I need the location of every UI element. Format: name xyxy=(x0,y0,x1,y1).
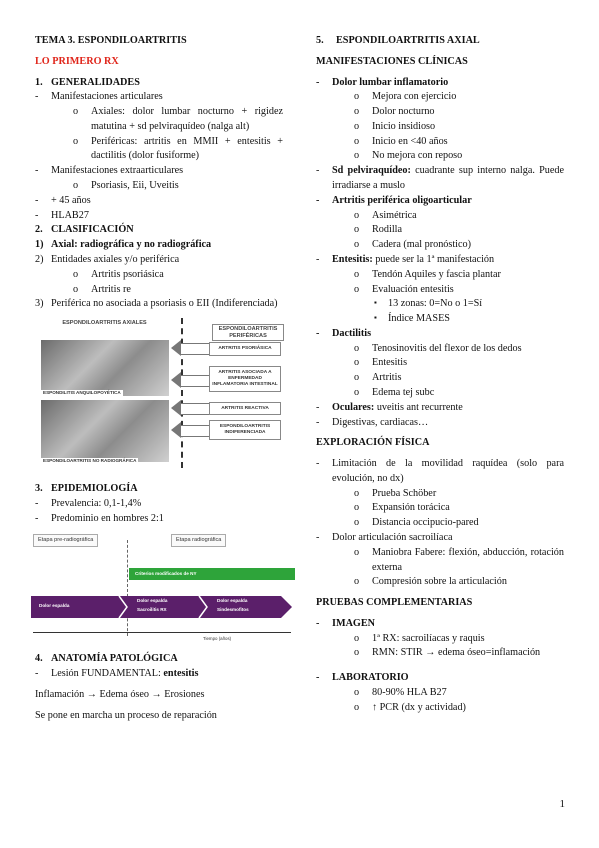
section-1-heading: 1. GENERALIDADES xyxy=(35,76,140,88)
lo-primero: LO PRIMERO RX xyxy=(35,55,119,67)
list-item: ▪ 13 zonas: 0=No o 1=Sí xyxy=(374,298,483,310)
list-item: o 1ª RX: sacroilíacas y raquis xyxy=(354,632,485,644)
manifestaciones-heading: MANIFESTACIONES CLÍNICAS xyxy=(316,55,468,67)
time-axis-label: Tiempo (años) xyxy=(203,636,232,642)
list-item: o No mejora con reposo xyxy=(354,150,463,162)
xray-image-1 xyxy=(41,340,169,396)
axial-heading: ESPONDILOARTRITIS AXIALES xyxy=(62,320,147,327)
list-item: 3) Periférica no asociada a psoriasis o EII (Indiferenciada) xyxy=(35,298,278,310)
doc-title: TEMA 3. ESPONDILOARTRITIS xyxy=(35,35,187,46)
box-reactiva: ARTRITIS REACTIVA xyxy=(209,402,281,415)
exploracion-heading: EXPLORACIÓN FÍSICA xyxy=(316,437,430,449)
list-item: - Digestivas, cardiacas… xyxy=(316,416,429,428)
list-item: - Entesitis: puede ser la 1ª manifestación xyxy=(316,253,495,265)
pruebas-heading: PRUEBAS COMPLEMENTARIAS xyxy=(316,597,473,609)
list-item: o Evaluación entesitis xyxy=(354,283,454,295)
list-item: - Predominio en hombres 2:1 xyxy=(35,512,164,524)
xray-image-2 xyxy=(41,400,169,462)
list-item: o Cadera (mal pronóstico) xyxy=(354,239,472,251)
list-item: o Artritis psoriásica xyxy=(73,268,164,280)
list-item: o Periféricas: artritis en MMII + entesitis + dactilitis (dolor fusiforme) xyxy=(73,135,283,162)
page-number: 1 xyxy=(559,798,565,810)
list-item: o Psoriasis, Eii, Uveitis xyxy=(73,180,179,192)
divider-dashed xyxy=(181,318,183,468)
list-item: o Inicio en <40 años xyxy=(354,135,448,147)
list-item: - Dolor articulación sacroilíaca xyxy=(316,532,453,543)
list-item: o ↑ PCR (dx y actividad) xyxy=(354,701,466,713)
list-item: o Edema tej subc xyxy=(354,386,435,398)
list-item: - Dolor lumbar inflamatorio xyxy=(316,76,449,88)
peripheral-heading: ESPONDILOARTRITIS PERIFÉRICAS xyxy=(212,324,284,341)
arrow-shaft xyxy=(180,343,210,355)
list-item: o 80-90% HLA B27 xyxy=(354,687,447,699)
section-4-heading: 4. ANATOMÍA PATOLÓGICA xyxy=(35,653,178,665)
right-column xyxy=(316,34,564,716)
phase-2-b: Sacroilitis RX xyxy=(137,607,167,613)
arrow-shaft xyxy=(180,375,210,387)
list-item: o RMN: STIR → edema óseo=inflamación xyxy=(354,647,541,659)
list-item: o Prueba Schöber xyxy=(354,487,437,499)
list-item: o Rodilla xyxy=(354,224,402,236)
classification-diagram xyxy=(37,318,289,468)
time-axis xyxy=(33,632,291,633)
list-item: o Expansión torácica xyxy=(354,502,450,514)
criteria-bar: Criterios modificados de NY xyxy=(129,568,295,580)
arrow-shaft xyxy=(180,425,210,437)
repair-note: Se pone en marcha un proceso de reparación xyxy=(35,709,217,721)
list-item: o Artritis re xyxy=(73,283,131,295)
list-item: - LABORATORIO xyxy=(316,672,409,684)
arrow-shaft xyxy=(180,403,210,415)
list-item: o Tendón Aquiles y fascia plantar xyxy=(354,268,501,280)
list-item: - Oculares: uveitis ant recurrente xyxy=(316,401,463,413)
list-item: 2) Entidades axiales y/o periférica xyxy=(35,253,180,265)
box-psoriasica: ARTRITIS PSORIÁSICA xyxy=(209,342,281,356)
phase-2-a: Dolor espalda xyxy=(137,598,168,604)
list-item: ▪ Índice MASES xyxy=(374,313,450,325)
list-item: - Lesión FUNDAMENTAL: entesitis xyxy=(35,668,199,680)
xray-label-2: ESPONDILOARTRITIS NO RADIOGRÁFICA xyxy=(43,458,137,464)
list-item: - IMAGEN xyxy=(316,617,376,629)
list-item: o Maniobra Fabere: flexión, abducción, rotación externa xyxy=(354,546,564,573)
list-item: - + 45 años xyxy=(35,194,91,206)
phase-3-b: Sindesmofitos xyxy=(217,607,249,613)
list-item: - Manifestaciones extraarticulares xyxy=(35,165,184,177)
box-indiferenciada: ESPONDILOARTRITIS INDIFERENCIADA xyxy=(209,420,281,440)
timeline-pre: Etapa pre-radiográfica xyxy=(33,534,98,546)
list-item: o Dolor nocturno xyxy=(354,106,435,118)
list-item: o Asimétrica xyxy=(354,209,417,221)
left-column xyxy=(35,34,283,724)
list-item: - Manifestaciones articulares xyxy=(35,91,163,103)
timeline-diagram xyxy=(31,532,294,650)
section-3-heading: 3. EPIDEMIOLOGÍA xyxy=(35,483,138,495)
list-item: o Artritis xyxy=(354,372,402,384)
list-item: o Entesitis xyxy=(354,357,408,369)
list-item: o Distancia occipucio-pared xyxy=(354,517,479,529)
xray-label-1: ESPONDILITIS ANQUILOPOYÉTICA xyxy=(43,390,121,396)
list-item: o Compresión sobre la articulación xyxy=(354,576,507,588)
section-5-heading: 5. ESPONDILOARTRITIS AXIAL xyxy=(316,35,480,46)
list-item: - Artritis periférica oligoarticular xyxy=(316,194,472,206)
timeline-rad: Etapa radiográfica xyxy=(171,534,226,546)
list-item: - Limitación de la movilidad raquídea (solo para evolución, no dx) xyxy=(316,458,564,484)
phase-1: Dolor espalda xyxy=(39,603,70,609)
list-item: o Tenosinovitis del flexor de los dedos xyxy=(354,342,522,354)
pathology-flow: Inflamación → Edema óseo → Erosiones xyxy=(35,688,205,700)
list-item: - Sd pelviraquídeo: cuadrante sup interno nalga. Puede irradiarse a muslo xyxy=(316,165,564,192)
list-item: - HLAB27 xyxy=(35,209,89,221)
list-item: o Mejora con ejercicio xyxy=(354,91,457,103)
section-2-heading: 2. CLASIFICACIÓN xyxy=(35,224,134,236)
list-item: - Prevalencia: 0,1-1,4% xyxy=(35,497,142,509)
list-item: o Inicio insidioso xyxy=(354,120,436,132)
timeline-divider xyxy=(127,540,128,636)
list-item: 1) Axial: radiográfica y no radiográfica xyxy=(35,239,212,251)
list-item: - Dactilitis xyxy=(316,327,372,339)
list-item: o Axiales: dolor lumbar nocturno + rigidez matutina + sd pelviraquídeo (nalga alt) xyxy=(73,106,283,132)
box-eii: ARTRITIS ASOCIADA A ENFERMEDAD INFLAMATORIA INTESTINAL xyxy=(209,366,281,392)
phase-3-a: Dolor espalda xyxy=(217,598,248,604)
